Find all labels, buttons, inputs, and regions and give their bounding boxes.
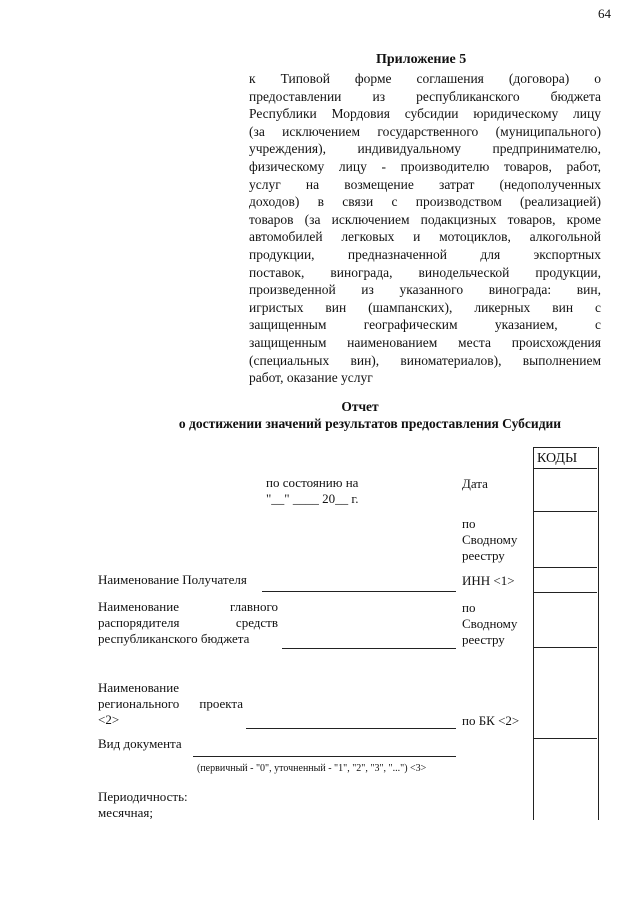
appendix-line: автомобилей легковых и мотоциклов, алкогольной — [249, 229, 601, 245]
project-label — [98, 680, 243, 728]
project-label-line: Наименование — [98, 680, 179, 695]
svod-reestr-line: реестру — [462, 548, 505, 563]
appendix-line: (специальных вин), виноматериалов), выполнением — [249, 352, 601, 368]
appendix-line: Республики Мордовия субсидии юридическому лицу — [249, 106, 601, 122]
codes-divider — [533, 511, 597, 512]
appendix-title: Приложение 5 — [376, 52, 467, 67]
appendix-text — [249, 70, 601, 387]
svod-reestr-line: реестру — [462, 632, 505, 647]
svod-reestr-line: Сводному — [462, 616, 518, 631]
codes-divider — [533, 567, 597, 568]
appendix-line: физическому лицу - производителю товаров, работ, — [249, 158, 601, 174]
appendix-line: товаров (за исключением подакцизных товаров, кроме — [249, 211, 601, 227]
doc-type-field-line[interactable] — [193, 756, 456, 757]
project-label-line: регионального проекта — [98, 696, 243, 711]
appendix-line: произведенной из указанного винограда: вин, — [249, 282, 601, 298]
manager-label-line: распорядителя средств — [98, 615, 278, 630]
as-of-date: "__" ____ 20__ г. — [266, 491, 359, 506]
svod-reestr-label — [462, 516, 517, 564]
codes-divider — [533, 738, 597, 739]
codes-column — [533, 447, 599, 820]
manager-label-line: республиканского бюджета — [98, 631, 250, 646]
svod-reestr-label-2 — [462, 600, 517, 648]
codes-divider — [533, 647, 597, 648]
manager-field-line[interactable] — [282, 648, 456, 649]
appendix-line: защищенным наименованием места происхождения — [249, 334, 601, 350]
appendix-line: услуг на возмещение затрат (недополученных — [249, 176, 601, 192]
report-subtitle: о достижении значений результатов предоставления Субсидии — [178, 416, 562, 431]
appendix-line: игристых вин (шампанских), ликерных вин с — [249, 299, 601, 315]
recipient-label: Наименование Получателя — [98, 572, 247, 587]
appendix-line: продукции, предназначенной для экспортных — [249, 246, 601, 262]
project-field-line[interactable] — [246, 728, 456, 729]
periodicity-value: месячная; — [98, 805, 153, 820]
svod-reestr-line: по — [462, 600, 476, 615]
appendix-line: учреждения), индивидуальному предпринимателю, — [249, 141, 601, 157]
manager-label — [98, 599, 278, 647]
appendix-line: (за исключением государственного (муниципального) — [249, 123, 601, 139]
bk-label: по БК <2> — [462, 713, 520, 728]
codes-divider — [533, 592, 597, 593]
inn-label: ИНН <1> — [462, 573, 515, 588]
report-title: Отчет — [341, 399, 379, 414]
appendix-line: защищенным географическим указанием, с — [249, 317, 601, 333]
svod-reestr-line: Сводному — [462, 532, 518, 547]
appendix-line: предоставлении из республиканского бюджета — [249, 88, 601, 104]
page-number: 64 — [598, 6, 611, 21]
codes-header: КОДЫ — [533, 447, 597, 469]
as-of-label: по состоянию на — [266, 475, 359, 490]
periodicity-label: Периодичность: — [98, 789, 188, 804]
manager-label-line: Наименование главного — [98, 599, 278, 614]
doc-type-label: Вид документа — [98, 736, 182, 751]
appendix-line: доходов) в связи с производством (реализацией) — [249, 194, 601, 210]
doc-type-hint: (первичный - "0", уточненный - "1", "2", "3", "...") <3> — [197, 763, 427, 774]
date-label: Дата — [462, 476, 488, 491]
appendix-line: работ, оказание услуг — [249, 370, 373, 386]
recipient-field-line[interactable] — [262, 591, 456, 592]
svod-reestr-line: по — [462, 516, 476, 531]
appendix-line: поставок, винограда, винодельческой продукции, — [249, 264, 601, 280]
appendix-line: к Типовой форме соглашения (договора) о — [249, 71, 601, 86]
project-label-line: <2> — [98, 712, 120, 727]
